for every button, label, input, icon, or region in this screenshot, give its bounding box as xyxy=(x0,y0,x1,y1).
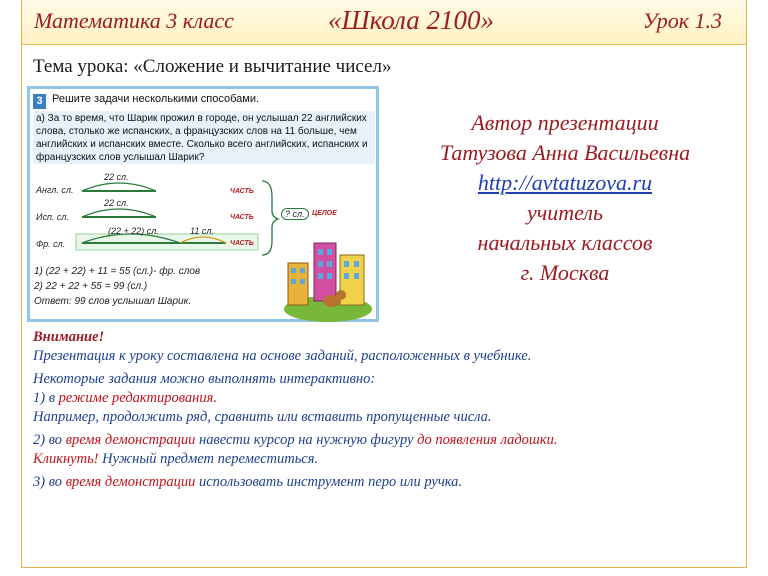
author-website-link[interactable]: http://avtatuzova.ru xyxy=(477,170,653,195)
author-city: г. Москва xyxy=(520,260,610,285)
lesson-topic: Тема урока: «Сложение и вычитание чисел» xyxy=(33,56,392,77)
slide-header xyxy=(22,0,746,45)
english-value: 22 сл. xyxy=(104,172,129,182)
solution-step-2: 2) 22 + 22 + 55 = 99 (сл.) xyxy=(34,281,148,292)
french-value-extra: 11 сл. xyxy=(190,226,214,236)
textbook-task-image xyxy=(27,86,379,322)
row-label-english: Англ. сл. xyxy=(36,185,74,195)
note-demo-cursor: 2) во время демонстрации навести курсор на нужную фигуру до появления ладошки. xyxy=(33,432,558,448)
task-question xyxy=(33,111,375,164)
question-line: французских слов услышал Шарик? xyxy=(36,152,205,163)
whole-question: ? сл. xyxy=(281,208,309,220)
question-line: а) За то время, что Шарик прожил в городе, он услышал 22 английских xyxy=(36,113,367,124)
french-value-sum: (22 + 22) сл. xyxy=(108,226,159,236)
instructions-notes xyxy=(33,328,745,492)
author-block xyxy=(400,108,730,288)
author-role: учитель xyxy=(527,200,603,225)
demo-time-highlight: время демонстрации xyxy=(65,474,196,490)
part-label: ЧАСТЬ xyxy=(230,188,254,195)
author-role-detail: начальных классов xyxy=(477,230,653,255)
author-name: Татузова Анна Васильевна xyxy=(439,140,691,165)
note-click: Кликнуть! Нужный предмет переместиться. xyxy=(33,451,319,467)
program-title: «Школа 2100» xyxy=(328,5,494,35)
note-edit-mode: 1) в режиме редактирования. xyxy=(33,390,217,406)
note-pen-tool: 3) во время демонстрации использовать инструмент перо или ручка. xyxy=(33,474,463,490)
note-edit-example: Например, продолжить ряд, сравнить или вставить пропущенные числа. xyxy=(33,409,492,425)
row-label-spanish: Исп. сл. xyxy=(36,212,69,222)
attention-heading: Внимание! xyxy=(33,329,105,345)
whole-label: ЦЕЛОЕ xyxy=(312,210,337,217)
row-label-french: Фр. сл. xyxy=(36,239,66,249)
task-title: Решите задачи несколькими способами. xyxy=(52,93,260,105)
edit-mode-highlight: режиме редактирования. xyxy=(58,390,217,406)
city-illustration xyxy=(282,235,374,323)
hand-cursor-highlight: до появления ладошки. xyxy=(417,432,558,448)
note-interactive-intro: Некоторые задания можно выполнять интерактивно: xyxy=(33,371,376,387)
spanish-value: 22 сл. xyxy=(104,198,129,208)
question-line: английских и испанских вместе. Сколько всего английских, испанских и xyxy=(36,139,368,150)
task-number-badge: 3 xyxy=(33,94,46,109)
author-heading: Автор презентации xyxy=(471,110,659,135)
part-label: ЧАСТЬ xyxy=(230,240,254,247)
note-presentation-source: Презентация к уроку составлена на основе заданий, расположенных в учебнике. xyxy=(33,348,532,364)
demo-time-highlight: время демонстрации xyxy=(65,432,196,448)
subject-label: Математика 3 класс xyxy=(34,8,234,33)
solution-step-1: 1) (22 + 22) + 11 = 55 (сл.)- фр. слов xyxy=(34,266,201,277)
part-label: ЧАСТЬ xyxy=(230,214,254,221)
click-highlight: Кликнуть! xyxy=(33,451,99,467)
question-line: слова, столько же испанских, а французских слов на 11 больше, чем xyxy=(36,126,357,137)
lesson-number: Урок 1.3 xyxy=(642,8,722,33)
solution-answer: Ответ: 99 слов услышал Шарик. xyxy=(34,296,192,307)
